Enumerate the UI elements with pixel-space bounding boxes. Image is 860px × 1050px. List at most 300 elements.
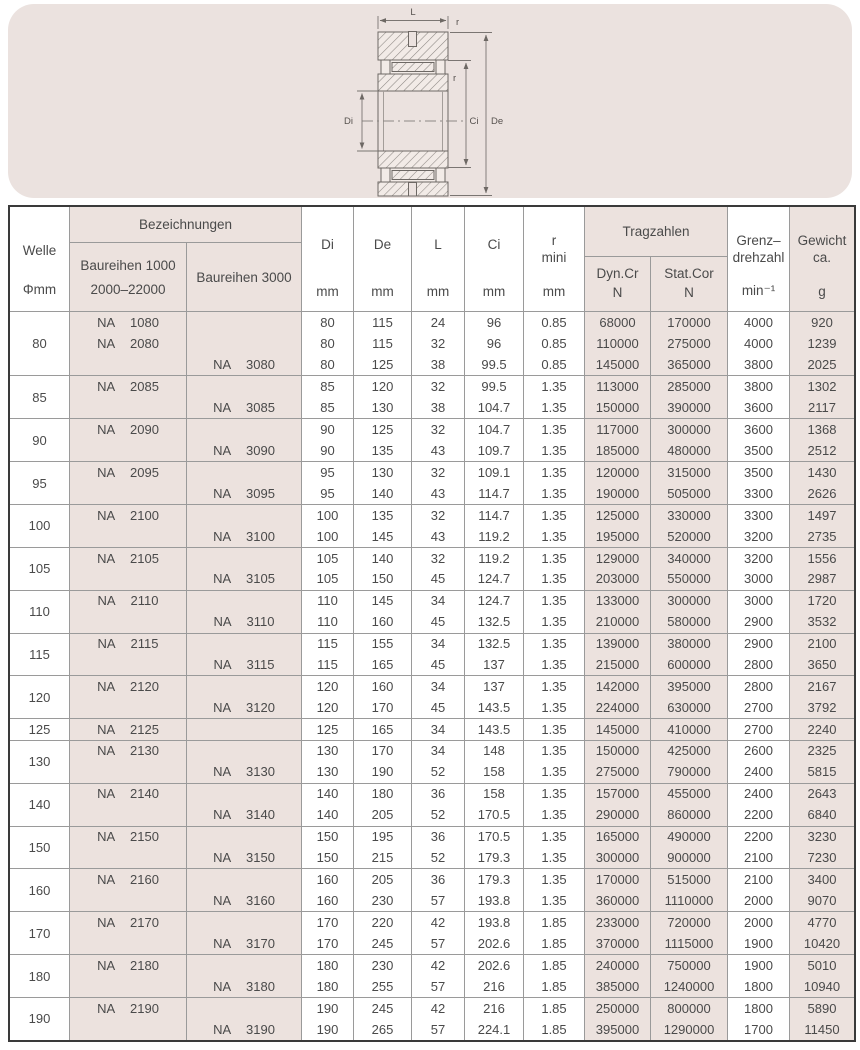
baureihen-1000-cell — [70, 397, 187, 418]
l-mm-cell: 34 — [412, 590, 465, 611]
di-mm-cell: 115 — [302, 654, 354, 675]
welle-value: 90 — [10, 418, 70, 461]
di-mm-cell: 150 — [302, 847, 354, 868]
de-mm-cell: 145 — [354, 590, 412, 611]
gewicht-g-cell: 2626 — [790, 483, 854, 504]
di-mm-cell: 180 — [302, 976, 354, 997]
gewicht-g-cell: 2643 — [790, 783, 854, 804]
l-mm-cell: 32 — [412, 332, 465, 353]
baureihen-3000-cell — [187, 504, 302, 525]
baureihen-3000-cell: NA 3090 — [187, 440, 302, 461]
gewicht-g-cell: 1368 — [790, 418, 854, 439]
di-mm-cell: 90 — [302, 440, 354, 461]
r-mini-mm-cell: 1.35 — [524, 590, 585, 611]
baureihen-3000-cell — [187, 911, 302, 932]
r-mini-mm-cell: 1.35 — [524, 525, 585, 546]
header-baureihen-1000 — [70, 243, 187, 311]
stat-cor-n-cell: 720000 — [651, 911, 728, 932]
gewicht-g-cell: 2117 — [790, 397, 854, 418]
dyn-cr-n-cell: 290000 — [585, 804, 651, 825]
di-mm-cell: 80 — [302, 311, 354, 332]
gewicht-g-cell: 2735 — [790, 525, 854, 546]
ci-mm-cell: 119.2 — [465, 547, 524, 568]
de-mm-cell: 135 — [354, 504, 412, 525]
ci-mm-cell: 124.7 — [465, 568, 524, 589]
grenzdrehzahl-cell: 2100 — [728, 847, 790, 868]
stat-cor-n-cell: 750000 — [651, 954, 728, 975]
de-mm-cell: 190 — [354, 761, 412, 782]
baureihen-1000-cell — [70, 654, 187, 675]
diagram-panel — [8, 4, 852, 198]
baureihen-3000-cell: NA 3080 — [187, 354, 302, 375]
dyn-cr-n-cell: 170000 — [585, 868, 651, 889]
baureihen-1000-cell — [70, 890, 187, 911]
baureihen-1000-cell: NA 1080 — [70, 311, 187, 332]
dyn-cr-n-cell: 145000 — [585, 354, 651, 375]
grenz-unit: min⁻¹ — [741, 283, 776, 298]
baureihen-3000-cell: NA 3100 — [187, 525, 302, 546]
header-r-mini — [524, 207, 585, 311]
label-L: L — [410, 7, 416, 18]
ci-mm-cell: 143.5 — [465, 697, 524, 718]
gewicht-g-cell: 2167 — [790, 675, 854, 696]
di-mm-cell: 180 — [302, 954, 354, 975]
gewicht-g-cell: 1720 — [790, 590, 854, 611]
ci-mm-cell: 216 — [465, 976, 524, 997]
baureihen-3000-cell: NA 3170 — [187, 933, 302, 954]
stat-cor-unit: N — [684, 285, 694, 300]
welle-value: 150 — [10, 826, 70, 869]
dyn-cr-n-cell: 395000 — [585, 1018, 651, 1039]
welle-value: 95 — [10, 461, 70, 504]
ci-mm-cell: 99.5 — [465, 354, 524, 375]
baureihen-3000-label: Baureihen 3000 — [196, 269, 292, 285]
baureihen-1000-cell: NA 2090 — [70, 418, 187, 439]
r-mini-mm-cell: 1.35 — [524, 890, 585, 911]
baureihen-3000-cell — [187, 783, 302, 804]
welle-value: 115 — [10, 633, 70, 676]
stat-cor-n-cell: 515000 — [651, 868, 728, 889]
baureihen-1000-cell — [70, 933, 187, 954]
gewicht-g-cell: 3792 — [790, 697, 854, 718]
baureihen-1000-cell: NA 2095 — [70, 461, 187, 482]
stat-cor-n-cell: 425000 — [651, 740, 728, 761]
grenzdrehzahl-cell: 1700 — [728, 1018, 790, 1039]
grenzdrehzahl-cell: 2000 — [728, 890, 790, 911]
r-mini-mm-cell: 0.85 — [524, 332, 585, 353]
de-mm-cell: 135 — [354, 440, 412, 461]
stat-cor-n-cell: 1115000 — [651, 933, 728, 954]
di-mm-cell: 90 — [302, 418, 354, 439]
bearing-drawing — [330, 4, 520, 200]
l-mm-cell: 43 — [412, 483, 465, 504]
dyn-cr-n-cell: 157000 — [585, 783, 651, 804]
grenz-line2: drehzahl — [732, 249, 785, 265]
l-mm-cell: 42 — [412, 954, 465, 975]
r-mini-mm-cell: 1.35 — [524, 611, 585, 632]
de-mm-cell: 140 — [354, 483, 412, 504]
baureihen-3000-cell — [187, 375, 302, 396]
l-mm-cell: 36 — [412, 868, 465, 889]
di-mm-cell: 100 — [302, 504, 354, 525]
gewicht-line1: Gewicht — [797, 233, 847, 248]
baureihen-1000-cell — [70, 847, 187, 868]
ci-mm-cell: 193.8 — [465, 890, 524, 911]
header-bezeichnungen: Bezeichnungen — [70, 207, 301, 243]
di-mm-cell: 85 — [302, 397, 354, 418]
ci-mm-cell: 99.5 — [465, 375, 524, 396]
r-mini-mm-cell: 1.85 — [524, 954, 585, 975]
gewicht-g-cell: 1430 — [790, 461, 854, 482]
header-stat-cor — [651, 257, 727, 311]
dyn-cr-n-cell: 125000 — [585, 504, 651, 525]
baureihen-1000-line2: 2000–22000 — [90, 281, 166, 297]
l-mm-cell: 38 — [412, 354, 465, 375]
welle-value: 100 — [10, 504, 70, 547]
ci-mm-cell: 96 — [465, 311, 524, 332]
r-mini-mm-cell: 1.35 — [524, 783, 585, 804]
grenzdrehzahl-cell: 3200 — [728, 525, 790, 546]
label-Di: Di — [344, 116, 353, 127]
de-mm-cell: 155 — [354, 633, 412, 654]
grenzdrehzahl-cell: 3300 — [728, 483, 790, 504]
dyn-cr-n-cell: 233000 — [585, 911, 651, 932]
ci-mm-cell: 109.7 — [465, 440, 524, 461]
de-unit: mm — [371, 284, 394, 299]
r-label: r — [551, 233, 557, 248]
baureihen-1000-cell: NA 2120 — [70, 675, 187, 696]
stat-cor-n-cell: 1240000 — [651, 976, 728, 997]
di-label: Di — [321, 237, 334, 252]
gewicht-g-cell: 1239 — [790, 332, 854, 353]
dyn-cr-n-cell: 110000 — [585, 332, 651, 353]
stat-cor-n-cell: 410000 — [651, 718, 728, 739]
l-mm-cell: 24 — [412, 311, 465, 332]
ci-mm-cell: 170.5 — [465, 804, 524, 825]
gewicht-g-cell: 2325 — [790, 740, 854, 761]
baureihen-1000-cell: NA 2125 — [70, 718, 187, 739]
ci-mm-cell: 170.5 — [465, 826, 524, 847]
baureihen-1000-cell: NA 2080 — [70, 332, 187, 353]
stat-cor-n-cell: 800000 — [651, 997, 728, 1018]
r-mini-mm-cell: 1.35 — [524, 804, 585, 825]
di-mm-cell: 120 — [302, 675, 354, 696]
welle-value: 170 — [10, 911, 70, 954]
baureihen-1000-cell: NA 2130 — [70, 740, 187, 761]
grenzdrehzahl-cell: 3300 — [728, 504, 790, 525]
l-mm-cell: 32 — [412, 504, 465, 525]
di-mm-cell: 160 — [302, 868, 354, 889]
baureihen-1000-cell — [70, 440, 187, 461]
l-mm-cell: 57 — [412, 933, 465, 954]
stat-cor-label: Stat.Cor — [664, 266, 714, 282]
dyn-cr-n-cell: 145000 — [585, 718, 651, 739]
baureihen-3000-cell: NA 3190 — [187, 1018, 302, 1039]
ci-mm-cell: 119.2 — [465, 525, 524, 546]
header-grenzdrehzahl — [728, 207, 790, 311]
gewicht-g-cell: 3400 — [790, 868, 854, 889]
di-mm-cell: 85 — [302, 375, 354, 396]
grenzdrehzahl-cell: 2600 — [728, 740, 790, 761]
dyn-cr-n-cell: 215000 — [585, 654, 651, 675]
de-mm-cell: 115 — [354, 332, 412, 353]
ci-mm-cell: 114.7 — [465, 504, 524, 525]
stat-cor-n-cell: 300000 — [651, 418, 728, 439]
baureihen-3000-cell: NA 3150 — [187, 847, 302, 868]
l-mm-cell: 32 — [412, 461, 465, 482]
r-unit: mm — [542, 284, 566, 299]
di-mm-cell: 110 — [302, 590, 354, 611]
r-mini-mm-cell: 1.35 — [524, 868, 585, 889]
gewicht-g-cell: 4770 — [790, 911, 854, 932]
grenzdrehzahl-cell: 4000 — [728, 311, 790, 332]
baureihen-3000-cell — [187, 590, 302, 611]
welle-value: 180 — [10, 954, 70, 997]
lube-slot-bottom — [409, 183, 417, 197]
baureihen-1000-cell — [70, 568, 187, 589]
ci-mm-cell: 143.5 — [465, 718, 524, 739]
dyn-cr-n-cell: 120000 — [585, 461, 651, 482]
di-unit: mm — [316, 284, 339, 299]
de-mm-cell: 120 — [354, 375, 412, 396]
ci-mm-cell: 96 — [465, 332, 524, 353]
r-mini-mm-cell: 1.85 — [524, 976, 585, 997]
r-mini-mm-cell: 0.85 — [524, 354, 585, 375]
baureihen-3000-cell — [187, 718, 302, 739]
gewicht-g-cell: 3532 — [790, 611, 854, 632]
stat-cor-n-cell: 330000 — [651, 504, 728, 525]
baureihen-1000-cell: NA 2190 — [70, 997, 187, 1018]
dyn-cr-n-cell: 370000 — [585, 933, 651, 954]
stat-cor-n-cell: 170000 — [651, 311, 728, 332]
dyn-cr-n-cell: 150000 — [585, 740, 651, 761]
inner-ring-bottom — [378, 151, 448, 168]
ci-mm-cell: 148 — [465, 740, 524, 761]
welle-value: 130 — [10, 740, 70, 783]
grenzdrehzahl-cell: 2400 — [728, 783, 790, 804]
ci-mm-cell: 114.7 — [465, 483, 524, 504]
grenzdrehzahl-cell: 2700 — [728, 718, 790, 739]
baureihen-1000-cell: NA 2170 — [70, 911, 187, 932]
dyn-cr-n-cell: 190000 — [585, 483, 651, 504]
r-mini-mm-cell: 1.35 — [524, 740, 585, 761]
de-mm-cell: 230 — [354, 890, 412, 911]
dyn-cr-n-cell: 113000 — [585, 375, 651, 396]
dyn-cr-n-cell: 68000 — [585, 311, 651, 332]
stat-cor-n-cell: 790000 — [651, 761, 728, 782]
welle-value: 105 — [10, 547, 70, 590]
baureihen-1000-cell: NA 2180 — [70, 954, 187, 975]
gewicht-g-cell: 3650 — [790, 654, 854, 675]
di-mm-cell: 120 — [302, 697, 354, 718]
dyn-cr-n-cell: 195000 — [585, 525, 651, 546]
bearing-table — [8, 205, 856, 1042]
de-mm-cell: 125 — [354, 354, 412, 375]
baureihen-3000-cell — [187, 868, 302, 889]
grenzdrehzahl-cell: 2000 — [728, 911, 790, 932]
grenz-line1: Grenz– — [736, 233, 781, 248]
l-mm-cell: 36 — [412, 826, 465, 847]
l-mm-cell: 38 — [412, 397, 465, 418]
stat-cor-n-cell: 580000 — [651, 611, 728, 632]
gewicht-g-cell: 10940 — [790, 976, 854, 997]
welle-value: 110 — [10, 590, 70, 633]
l-mm-cell: 34 — [412, 718, 465, 739]
r-mini-mm-cell: 1.35 — [524, 461, 585, 482]
l-mm-cell: 45 — [412, 611, 465, 632]
r-mini-mm-cell: 1.35 — [524, 440, 585, 461]
gewicht-g-cell: 920 — [790, 311, 854, 332]
baureihen-3000-cell: NA 3160 — [187, 890, 302, 911]
header-l — [412, 207, 465, 311]
grenzdrehzahl-cell: 1900 — [728, 954, 790, 975]
di-mm-cell: 105 — [302, 568, 354, 589]
baureihen-3000-cell: NA 3130 — [187, 761, 302, 782]
grenzdrehzahl-cell: 3800 — [728, 375, 790, 396]
gewicht-g-cell: 11450 — [790, 1018, 854, 1039]
dyn-cr-n-cell: 142000 — [585, 675, 651, 696]
ci-mm-cell: 193.8 — [465, 911, 524, 932]
gewicht-g-cell: 1556 — [790, 547, 854, 568]
baureihen-3000-cell: NA 3085 — [187, 397, 302, 418]
baureihen-3000-cell — [187, 633, 302, 654]
stat-cor-n-cell: 630000 — [651, 697, 728, 718]
grenzdrehzahl-cell: 3500 — [728, 461, 790, 482]
inner-ring-top — [378, 74, 448, 91]
dyn-cr-n-cell: 117000 — [585, 418, 651, 439]
baureihen-3000-cell: NA 3105 — [187, 568, 302, 589]
label-r-top: r — [456, 17, 460, 28]
grenzdrehzahl-cell: 2100 — [728, 868, 790, 889]
gewicht-g-cell: 2512 — [790, 440, 854, 461]
l-mm-cell: 52 — [412, 804, 465, 825]
stat-cor-n-cell: 550000 — [651, 568, 728, 589]
de-mm-cell: 165 — [354, 654, 412, 675]
de-mm-cell: 230 — [354, 954, 412, 975]
dyn-cr-n-cell: 224000 — [585, 697, 651, 718]
de-mm-cell: 265 — [354, 1018, 412, 1039]
di-mm-cell: 110 — [302, 611, 354, 632]
welle-value: 140 — [10, 783, 70, 826]
l-mm-cell: 45 — [412, 568, 465, 589]
gewicht-g-cell: 5890 — [790, 997, 854, 1018]
baureihen-1000-cell — [70, 1018, 187, 1039]
di-mm-cell: 130 — [302, 761, 354, 782]
l-mm-cell: 43 — [412, 440, 465, 461]
de-mm-cell: 165 — [354, 718, 412, 739]
l-mm-cell: 32 — [412, 547, 465, 568]
r-mini-mm-cell: 1.35 — [524, 547, 585, 568]
l-mm-cell: 45 — [412, 654, 465, 675]
de-mm-cell: 160 — [354, 611, 412, 632]
r-mini-mm-cell: 1.35 — [524, 483, 585, 504]
header-welle — [10, 207, 70, 311]
di-mm-cell: 140 — [302, 783, 354, 804]
de-mm-cell: 125 — [354, 418, 412, 439]
di-mm-cell: 115 — [302, 633, 354, 654]
r-mini-mm-cell: 1.85 — [524, 1018, 585, 1039]
de-label: De — [373, 237, 392, 252]
ci-mm-cell: 216 — [465, 997, 524, 1018]
grenzdrehzahl-cell: 3500 — [728, 440, 790, 461]
gewicht-g-cell: 2240 — [790, 718, 854, 739]
r-mini-mm-cell: 1.35 — [524, 718, 585, 739]
ci-mm-cell: 224.1 — [465, 1018, 524, 1039]
baureihen-1000-cell — [70, 761, 187, 782]
baureihen-1000-cell — [70, 611, 187, 632]
baureihen-3000-cell: NA 3120 — [187, 697, 302, 718]
stat-cor-n-cell: 505000 — [651, 483, 728, 504]
grenzdrehzahl-cell: 2800 — [728, 654, 790, 675]
stat-cor-n-cell: 285000 — [651, 375, 728, 396]
dyn-cr-n-cell: 150000 — [585, 397, 651, 418]
lube-slot-top — [409, 32, 417, 47]
baureihen-1000-cell: NA 2110 — [70, 590, 187, 611]
l-mm-cell: 34 — [412, 740, 465, 761]
stat-cor-n-cell: 600000 — [651, 654, 728, 675]
r-mini-mm-cell: 1.35 — [524, 654, 585, 675]
baureihen-1000-cell: NA 2105 — [70, 547, 187, 568]
grenzdrehzahl-cell: 3600 — [728, 418, 790, 439]
baureihen-3000-cell: NA 3095 — [187, 483, 302, 504]
r-mini-mm-cell: 1.35 — [524, 504, 585, 525]
gewicht-g-cell: 3230 — [790, 826, 854, 847]
welle-value: 120 — [10, 675, 70, 718]
grenzdrehzahl-cell: 2200 — [728, 804, 790, 825]
ci-unit: mm — [482, 284, 506, 299]
grenzdrehzahl-cell: 2700 — [728, 697, 790, 718]
gewicht-g-cell: 1302 — [790, 375, 854, 396]
header-tragzahlen-group — [585, 207, 728, 311]
r-mini-mm-cell: 1.35 — [524, 418, 585, 439]
grenzdrehzahl-cell: 2800 — [728, 675, 790, 696]
r-mini-mm-cell: 1.35 — [524, 697, 585, 718]
dyn-cr-n-cell: 250000 — [585, 997, 651, 1018]
ci-mm-cell: 132.5 — [465, 633, 524, 654]
l-mm-cell: 43 — [412, 525, 465, 546]
stat-cor-n-cell: 455000 — [651, 783, 728, 804]
header-baureihen-3000 — [187, 243, 301, 311]
baureihen-3000-cell — [187, 675, 302, 696]
baureihen-3000-cell — [187, 826, 302, 847]
de-mm-cell: 130 — [354, 397, 412, 418]
header-di — [302, 207, 354, 311]
ci-mm-cell: 158 — [465, 761, 524, 782]
dyn-cr-n-cell: 360000 — [585, 890, 651, 911]
l-mm-cell: 34 — [412, 675, 465, 696]
label-r-mid: r — [453, 73, 457, 84]
de-mm-cell: 255 — [354, 976, 412, 997]
r-mini-mm-cell: 1.35 — [524, 633, 585, 654]
gewicht-g-cell: 2987 — [790, 568, 854, 589]
di-mm-cell: 170 — [302, 911, 354, 932]
grenzdrehzahl-cell: 3000 — [728, 568, 790, 589]
de-mm-cell: 150 — [354, 568, 412, 589]
baureihen-3000-cell: NA 3180 — [187, 976, 302, 997]
r-mini-mm-cell: 1.35 — [524, 761, 585, 782]
l-mm-cell: 52 — [412, 761, 465, 782]
de-mm-cell: 170 — [354, 697, 412, 718]
baureihen-1000-line1: Baureihen 1000 — [80, 257, 176, 273]
de-mm-cell: 195 — [354, 826, 412, 847]
grenzdrehzahl-cell: 2900 — [728, 611, 790, 632]
baureihen-1000-cell — [70, 976, 187, 997]
di-mm-cell: 80 — [302, 354, 354, 375]
di-mm-cell: 125 — [302, 718, 354, 739]
l-mm-cell: 42 — [412, 997, 465, 1018]
de-mm-cell: 130 — [354, 461, 412, 482]
gewicht-g-cell: 2100 — [790, 633, 854, 654]
